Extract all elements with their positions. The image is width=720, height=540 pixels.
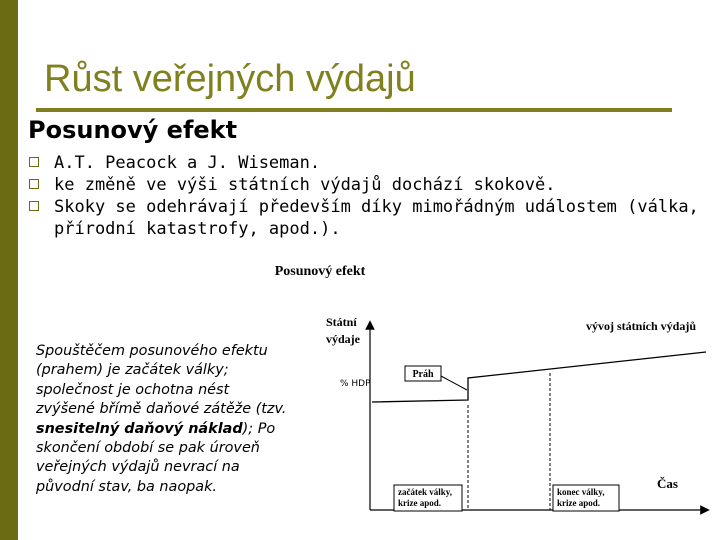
threshold-pointer — [441, 376, 467, 390]
bullet-item: A.T. Peacock a J. Wiseman. — [28, 152, 708, 174]
y-axis-label-line1: Státní — [326, 315, 357, 329]
tolerable-tax-burden-term: snesitelný daňový náklad — [36, 420, 243, 437]
diagram-title: Posunový efekt — [274, 264, 366, 279]
war-start-label-line2: krize apod. — [398, 498, 442, 508]
slide-title: Růst veřejných výdajů — [44, 58, 416, 100]
slide-subtitle: Posunový efekt — [28, 116, 238, 144]
y-axis-label-line2: výdaje — [326, 332, 360, 346]
explanation-note: Spouštěčem posunového efektu (prahem) je začátek války; společnost je ochotna nést zvýšené břímě daňové zátěže (tzv. snesitelný daňový náklad); Po skončení období se pak úroveň veřejných výdajů nevrací na původní stav, ba naopak. — [36, 343, 287, 495]
y-unit-label: % HDP — [340, 379, 371, 389]
bullet-item: Skoky se odehrávají především díky mimořádným událostem (válka, přírodní katastrofy, apod.). — [28, 196, 708, 240]
threshold-label: Práh — [412, 369, 434, 380]
x-axis-label: Čas — [657, 476, 678, 491]
war-start-label-line1: začátek války, — [398, 487, 452, 497]
war-end-label-line1: konec války, — [557, 487, 605, 497]
curve-label: vývoj státních výdajů — [586, 319, 697, 333]
war-end-label-line2: krize apod. — [557, 498, 601, 508]
bullet-item: ke změně ve výši státních výdajů dochází skokově. — [28, 174, 708, 196]
